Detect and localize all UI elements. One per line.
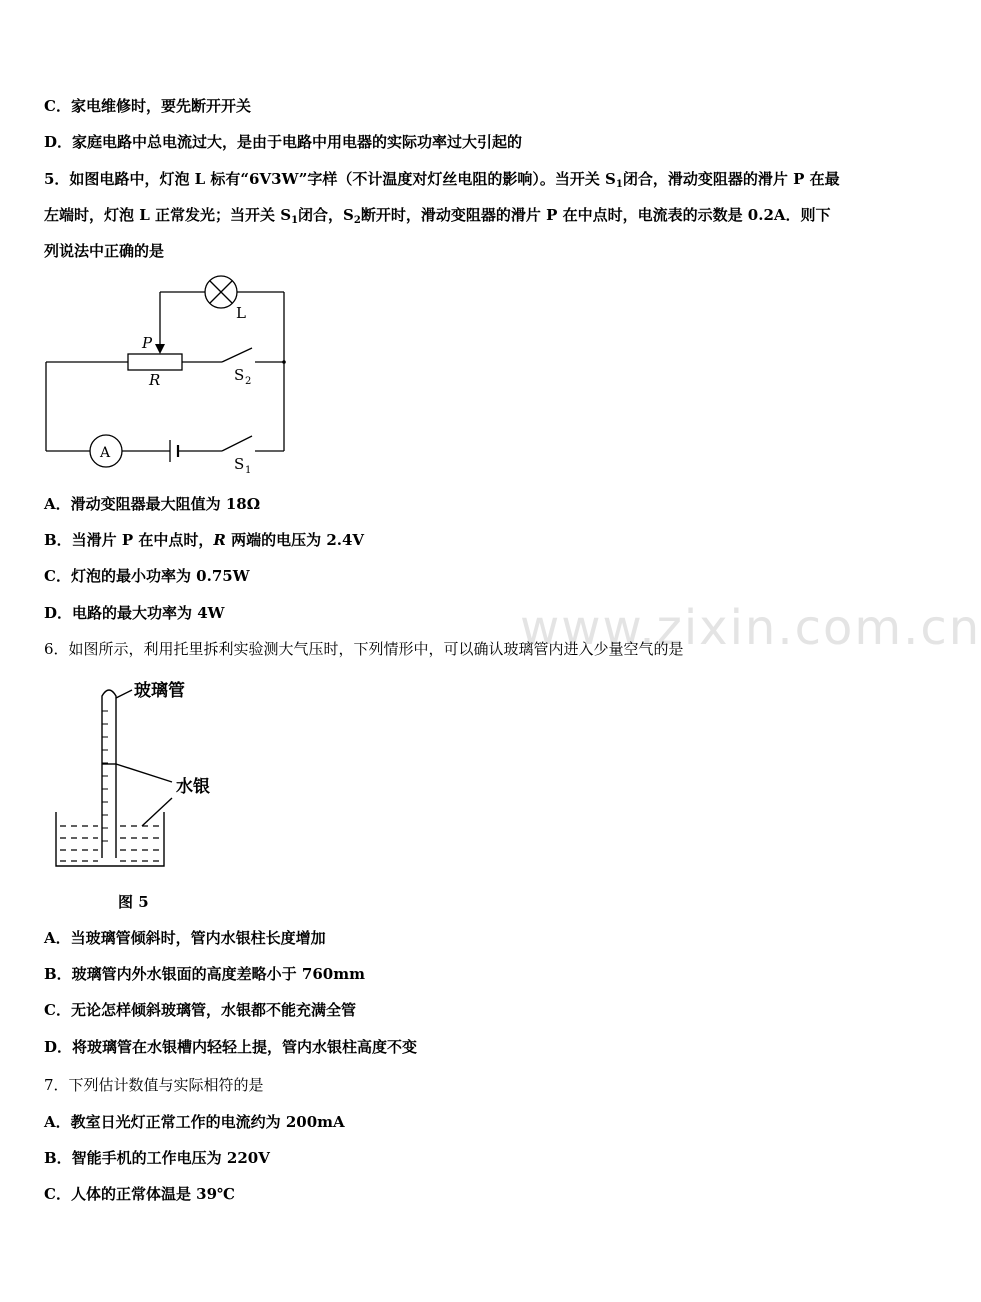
mercury-label: 水银 (176, 777, 210, 797)
q5-option-d: D．电路的最大功率为 4W (44, 604, 225, 622)
q7-option-a: A．教室日光灯正常工作的电流约为 200mA (44, 1113, 345, 1131)
switch-s2-icon (222, 348, 252, 362)
q6-option-a: A．当玻璃管倾斜时，管内水银柱长度增加 (44, 929, 326, 947)
rheostat-icon (128, 354, 182, 370)
svg-text:1: 1 (245, 465, 252, 476)
slider-label: P (142, 334, 153, 352)
q5-stem-line1: 5．如图电路中，灯泡 L 标有“6V3W”字样（不计温度对灯丝电阻的影响）。当开关 $S_1$闭合，滑动变阻器的滑片 P 在最 (44, 170, 840, 190)
q6-option-d: D．将玻璃管在水银槽内轻轻上提，管内水银柱高度不变 (44, 1038, 418, 1056)
lamp-label: L (236, 304, 246, 322)
prev-option-d: D．家庭电路中总电流过大，是由于电路中用电器的实际功率过大引起的 (44, 133, 523, 151)
q7-option-b: B．智能手机的工作电压为 220V (44, 1149, 270, 1167)
q5-stem-line2: 左端时，灯泡 L 正常发光；当开关 $S_1$闭合，$S_2$断开时，滑动变阻器的滑片 P 在中点时，电流表的示数是 0.2A．则下 (44, 206, 831, 226)
tube-label: 玻璃管 (134, 681, 185, 701)
glass-tube-icon (102, 690, 116, 858)
switch1-label: S (234, 455, 245, 473)
prev-option-c: C．家电维修时，要先断开开关 (44, 97, 251, 115)
q6-option-b: B．玻璃管内外水银面的高度差略小于 760mm (44, 965, 365, 983)
q6-option-c: C．无论怎样倾斜玻璃管，水银都不能充满全管 (44, 1001, 356, 1019)
torricelli-figure (50, 676, 250, 912)
svg-text:2: 2 (245, 376, 252, 387)
q6-stem: 6．如图所示，利用托里拆利实验测大气压时，下列情形中，可以确认玻璃管内进入少量空气的是 (44, 640, 684, 658)
figure-caption: 图 5 (118, 893, 149, 911)
q5-stem-line3: 列说法中正确的是 (44, 242, 165, 260)
q5-option-c: C．灯泡的最小功率为 0.75W (44, 567, 250, 585)
ammeter-label: A (100, 445, 111, 461)
switch2-label: S (234, 366, 245, 384)
q5-option-b: B．当滑片 P 在中点时，R 两端的电压为 2.4V (44, 531, 365, 549)
switch-s1-icon (222, 436, 252, 451)
resistor-label: R (149, 371, 161, 389)
watermark: www.zixin.com.cn (520, 600, 981, 656)
q7-stem: 7．下列估计数值与实际相符的是 (44, 1076, 264, 1094)
q7-option-c: C．人体的正常体温是 39℃ (44, 1185, 236, 1203)
q5-option-a: A．滑动变阻器最大阻值为 18Ω (44, 495, 261, 513)
circuit-diagram (40, 268, 300, 478)
